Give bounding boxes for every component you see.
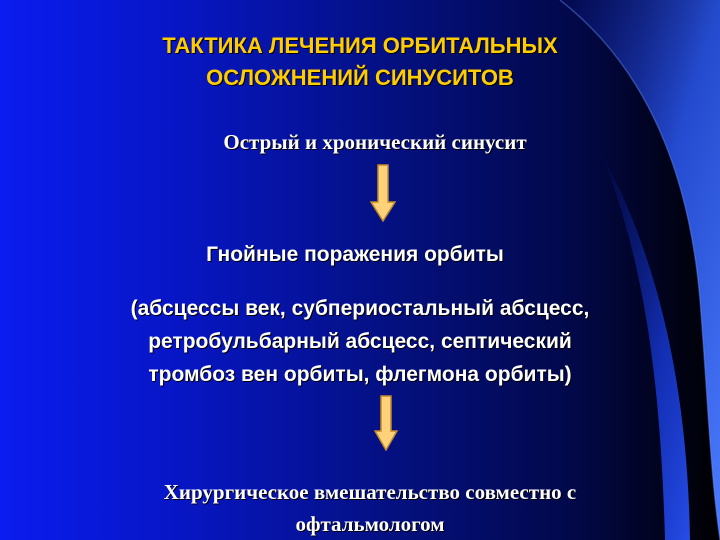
title-line-1: ТАКТИКА ЛЕЧЕНИЯ ОРБИТАЛЬНЫХ — [162, 33, 558, 58]
title-line-2: ОСЛОЖНЕНИЙ СИНУСИТОВ — [206, 65, 514, 90]
treatment-text — [60, 476, 680, 540]
cause-text: Острый и хронический синусит — [223, 130, 527, 154]
effect-text: Гнойные поражения орбиты — [206, 243, 504, 266]
effect-details-line-1: (абсцессы век, субпериостальный абсцесс, — [130, 297, 590, 320]
effect-details-line-3: тромбоз вен орбиты, флегмона орбиты) — [148, 363, 572, 386]
arrow-down-icon — [374, 395, 398, 451]
effect-details-line-2: ретробульбарный абсцесс, септический — [148, 330, 572, 353]
treatment-line-2: офтальмологом — [295, 512, 445, 536]
slide-title — [40, 30, 680, 94]
effect-details — [60, 292, 660, 391]
arrow-down-icon — [370, 164, 396, 222]
treatment-line-1: Хирургическое вмешательство совместно с — [163, 480, 577, 504]
